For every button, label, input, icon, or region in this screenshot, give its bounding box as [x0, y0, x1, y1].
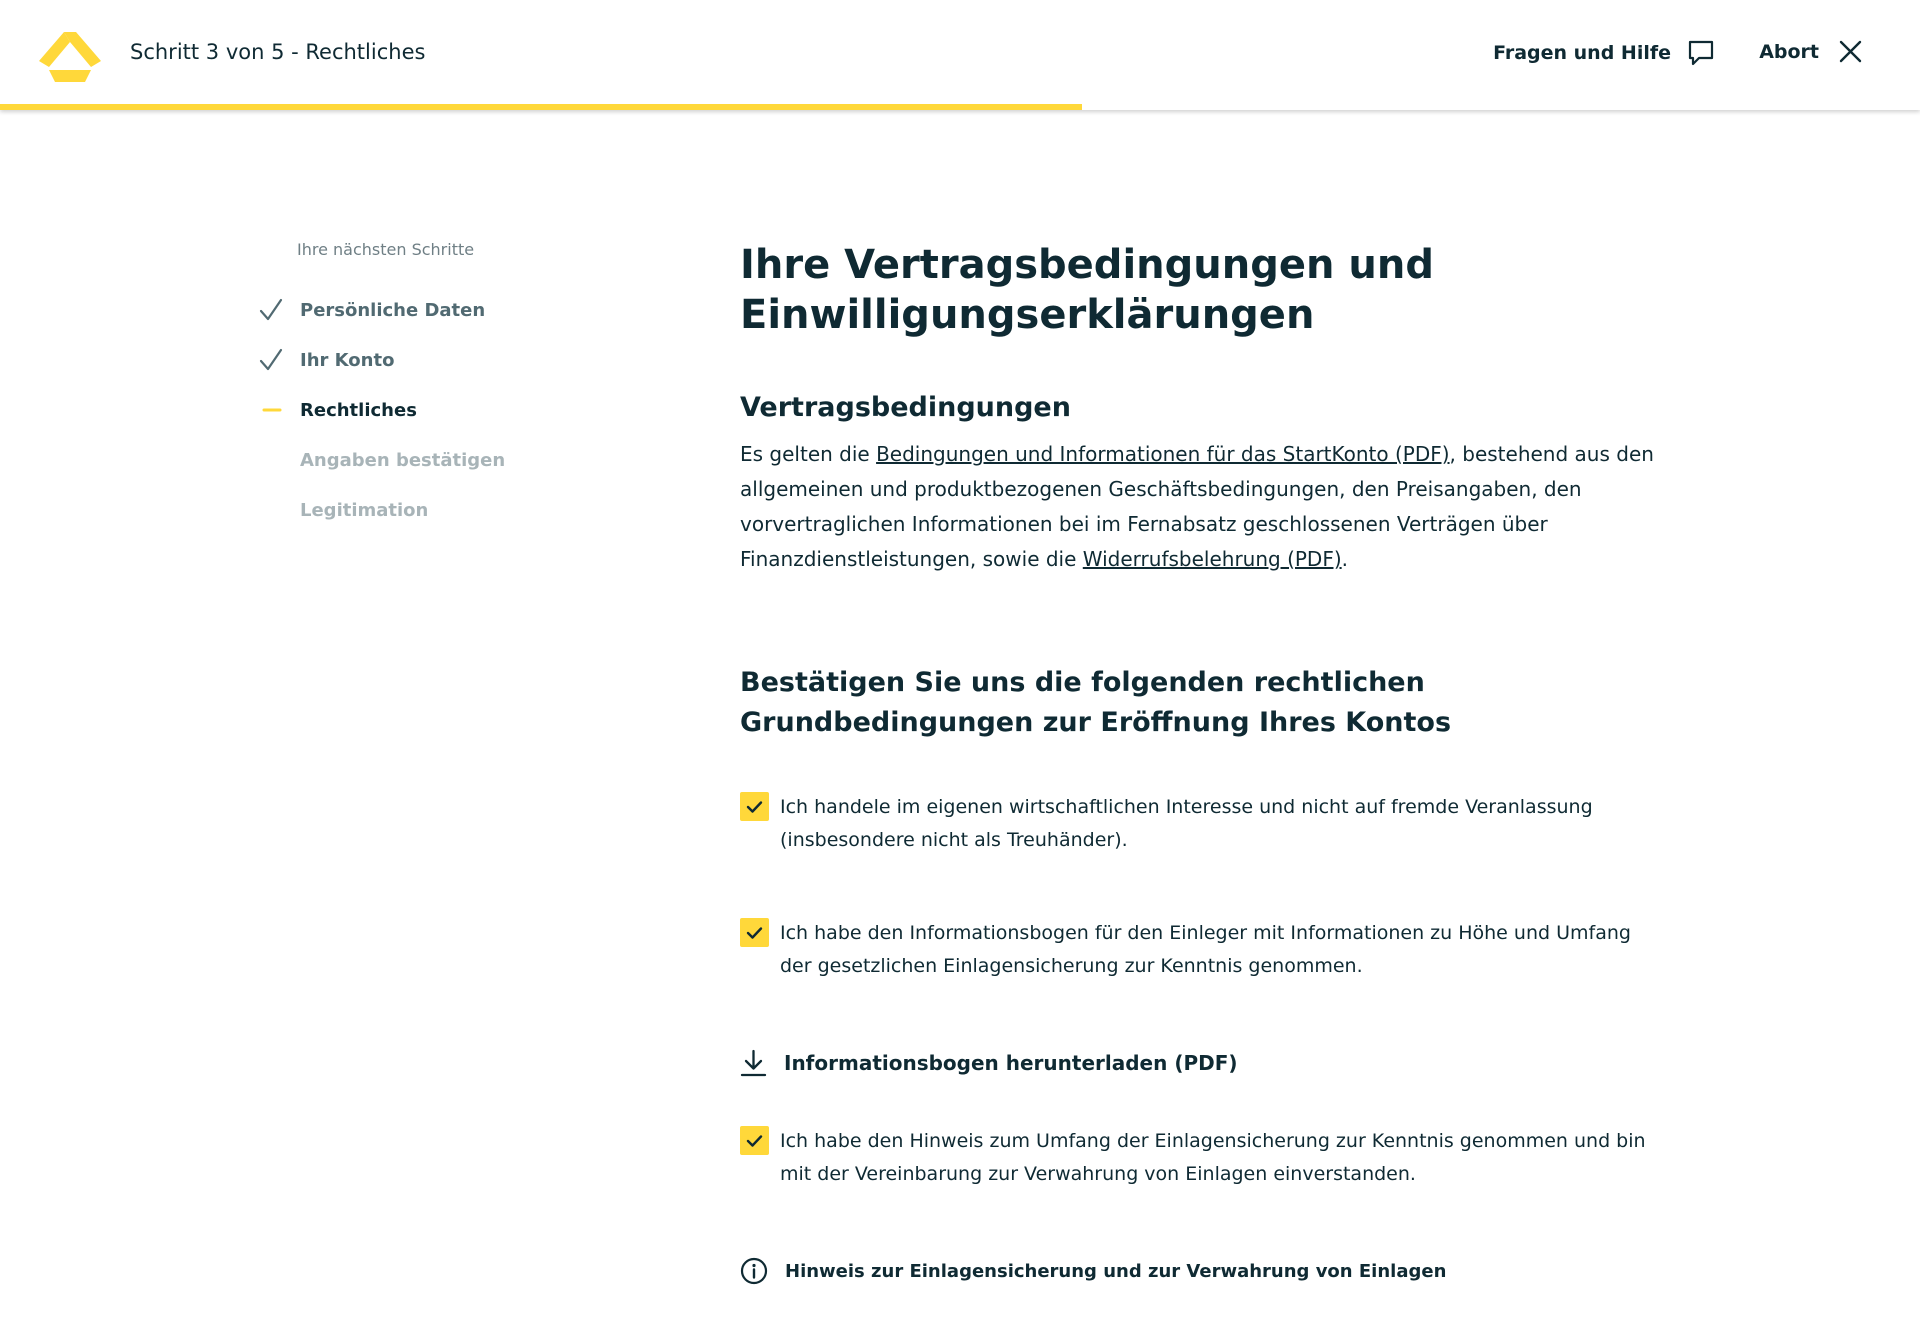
download-info-sheet-label: Informationsbogen herunterladen (PDF) [784, 1051, 1238, 1075]
header [0, 0, 1920, 110]
deposit-protection-checkbox[interactable] [740, 1126, 769, 1155]
deposit-info-label: Ich habe den Informationsbogen für den Einleger mit Informationen zu Höhe und Umfang der gesetzlichen Einlagensicherung zur Kenntnis genommen. [780, 922, 1631, 977]
sidebar-item-persoenliche-daten[interactable] [258, 285, 578, 335]
consent-deposit-protection[interactable] [740, 1125, 1670, 1191]
contract-text-part: . [1341, 547, 1348, 571]
deposit-protection-info-link[interactable] [740, 1257, 1670, 1285]
bank-logo[interactable] [39, 29, 101, 82]
sidebar-item-label: Ihr Konto [300, 349, 395, 371]
download-info-sheet-link[interactable] [740, 1049, 1670, 1077]
check-icon [258, 297, 284, 323]
sidebar-item-ihr-konto[interactable] [258, 335, 578, 385]
own-interest-checkbox[interactable] [740, 792, 769, 821]
checkmark-icon [746, 1134, 763, 1148]
page-title [740, 240, 1480, 340]
sidebar-item-label: Angaben bestätigen [300, 449, 506, 471]
contract-text-part: Es gelten die [740, 442, 877, 466]
step-navigation [258, 240, 578, 535]
sidebar-heading: Ihre nächsten Schritte [297, 240, 475, 259]
page-title-line-2: Einwilligungserklärungen [740, 292, 1315, 338]
abort-label: Abort [1759, 40, 1819, 63]
download-icon [740, 1049, 767, 1077]
checkmark-icon [746, 800, 763, 814]
deposit-protection-info-label: Hinweis zur Einlagensicherung und zur Verwahrung von Einlagen [785, 1260, 1447, 1282]
sidebar-item-angaben-bestaetigen [258, 435, 578, 485]
sidebar-item-legitimation [258, 485, 578, 535]
check-icon [258, 347, 284, 373]
withdrawal-instructions-pdf-link[interactable]: Widerrufsbelehrung (PDF) [1082, 547, 1342, 571]
deposit-protection-label: Ich habe den Hinweis zum Umfang der Einlagensicherung zur Kenntnis genommen und bin mit der Vereinbarung zur Verwahrung von Einlagen einverstanden. [780, 1130, 1646, 1185]
contract-text-part: , bestehend aus den allgemeinen und produktbezogenen Geschäftsbedingungen, den Preisangaben, den vorvertraglichen Informationen bei im Fernabsatz geschlossenen Verträgen über Finanzdienstleistungen, sowie die [740, 442, 1654, 571]
sidebar-item-label: Rechtliches [300, 399, 417, 421]
checkmark-icon [746, 926, 763, 940]
own-interest-label: Ich handele im eigenen wirtschaftlichen Interesse und nicht auf fremde Veranlassung (insbesondere nicht als Treuhänder). [780, 796, 1593, 851]
abort-button[interactable] [1759, 40, 1862, 63]
sidebar-item-label: Legitimation [300, 499, 429, 521]
consent-deposit-info[interactable] [740, 917, 1670, 983]
sidebar-item-rechtliches[interactable] [258, 385, 578, 435]
sidebar-item-label: Persönliche Daten [300, 299, 486, 321]
contract-conditions-pdf-link[interactable]: Bedingungen und Informationen für das StartKonto (PDF) [876, 442, 1450, 466]
page-title-line-1: Ihre Vertragsbedingungen und [740, 242, 1434, 288]
progress-fill [0, 104, 1082, 110]
chat-bubble-icon [1688, 40, 1714, 66]
contract-heading: Vertragsbedingungen [740, 392, 1071, 423]
close-icon [1839, 40, 1862, 63]
contract-text [740, 437, 1670, 577]
confirm-heading: Bestätigen Sie uns die folgenden rechtlichen Grundbedingungen zur Eröffnung Ihres Kontos [740, 667, 1452, 738]
info-icon [740, 1257, 768, 1285]
deposit-info-checkbox[interactable] [740, 918, 769, 947]
help-label: Fragen und Hilfe [1493, 42, 1671, 64]
consent-own-interest[interactable] [740, 791, 1670, 857]
progress-bar [0, 104, 1920, 110]
main-content [740, 240, 1670, 1285]
dash-icon [258, 397, 284, 423]
step-title: Schritt 3 von 5 - Rechtliches [130, 40, 426, 64]
help-link[interactable] [1493, 40, 1714, 66]
